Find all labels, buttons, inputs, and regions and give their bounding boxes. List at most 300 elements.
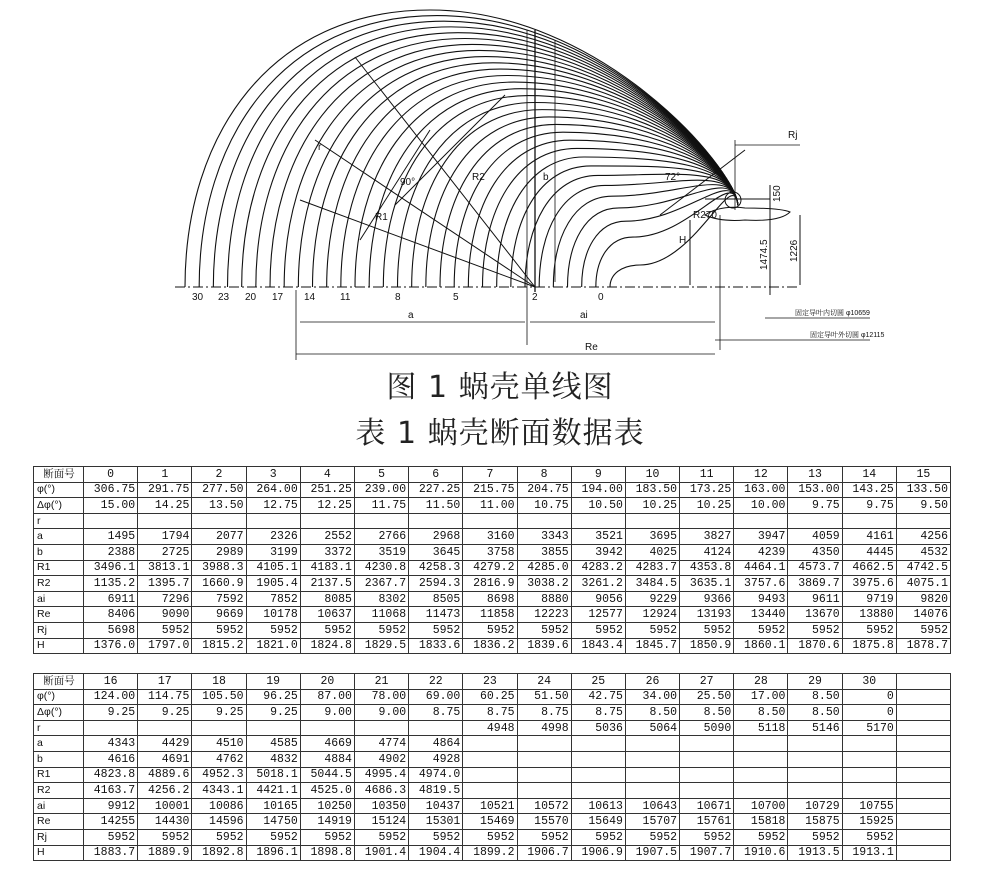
table-cell: 9912 (84, 798, 138, 814)
rj-label: Rj (788, 130, 798, 141)
section-label: 5 (453, 292, 459, 303)
table-cell (192, 513, 246, 529)
table-row (34, 576, 951, 592)
table-cell: 3758 (463, 544, 517, 560)
table-cell: 3947 (734, 529, 788, 545)
table-row (34, 845, 951, 861)
table-cell (463, 767, 517, 783)
section-number-cell: 1 (138, 467, 192, 483)
table-cell: 4124 (680, 544, 734, 560)
table-cell: 12.25 (300, 498, 354, 514)
table-cell: 4662.5 (842, 560, 896, 576)
row-label: Rj (34, 829, 84, 845)
table-cell: 4343.1 (192, 783, 246, 799)
table-cell: 14919 (300, 814, 354, 830)
table-cell: 13880 (842, 607, 896, 623)
section-number-cell: 22 (409, 674, 463, 690)
table-cell (734, 513, 788, 529)
table-caption: 表 1 蜗壳断面数据表 (355, 416, 645, 451)
section-label: 14 (304, 292, 316, 303)
dimension-lines (296, 40, 870, 354)
row-label: ai (34, 798, 84, 814)
table-cell: 10165 (246, 798, 300, 814)
table-cell: 5952 (625, 622, 679, 638)
table-cell (788, 736, 842, 752)
table-cell: 10521 (463, 798, 517, 814)
table-cell: 1883.7 (84, 845, 138, 861)
table-cell (463, 751, 517, 767)
table-row (34, 736, 951, 752)
table-header-label: 断面号 (34, 467, 84, 483)
table-cell: 3942 (571, 544, 625, 560)
table-cell: 3635.1 (680, 576, 734, 592)
table-cell: 11.50 (409, 498, 463, 514)
section-number-cell: 10 (625, 467, 679, 483)
h-label: H (679, 235, 687, 246)
table-cell: 4464.1 (734, 560, 788, 576)
table-cell: 11.75 (354, 498, 408, 514)
table-cell (896, 736, 950, 752)
table-cell: 11068 (354, 607, 408, 623)
table-cell (896, 814, 950, 830)
r2-label: R2 (472, 172, 485, 183)
table-cell (138, 720, 192, 736)
table-cell: 5952 (788, 829, 842, 845)
a-label: a (408, 310, 414, 321)
angle-72-label: 72° (665, 172, 681, 183)
table-cell: 5952 (300, 829, 354, 845)
table-cell: 5952 (463, 622, 517, 638)
row-label: R2 (34, 576, 84, 592)
table-cell (571, 767, 625, 783)
table-cell (84, 513, 138, 529)
table-cell (842, 736, 896, 752)
table-cell: 2367.7 (354, 576, 408, 592)
table-cell: 143.25 (842, 482, 896, 498)
row-label: Re (34, 814, 84, 830)
table-cell: 4075.1 (896, 576, 950, 592)
table-cell: 2137.5 (300, 576, 354, 592)
section-number-cell (896, 674, 950, 690)
table-cell: 9.00 (354, 705, 408, 721)
table-cell: 9.25 (192, 705, 246, 721)
table-cell: 3975.6 (842, 576, 896, 592)
table-cell: 1870.6 (788, 638, 842, 654)
r-label: r (318, 142, 322, 153)
section-number-cell: 15 (896, 467, 950, 483)
table-cell (571, 736, 625, 752)
table-cell: 1824.8 (300, 638, 354, 654)
table-row (34, 720, 951, 736)
section-label: 23 (218, 292, 230, 303)
section-label: 20 (245, 292, 257, 303)
table-cell: 3645 (409, 544, 463, 560)
table-cell: 7852 (246, 591, 300, 607)
table-cell: 15707 (625, 814, 679, 830)
table-cell: 3695 (625, 529, 679, 545)
table-cell: 5952 (571, 622, 625, 638)
table-cell: 5952 (842, 622, 896, 638)
table-cell (625, 751, 679, 767)
table-cell: 14255 (84, 814, 138, 830)
table-row (34, 705, 951, 721)
section-number-cell: 3 (246, 467, 300, 483)
table-cell: 1892.8 (192, 845, 246, 861)
table-cell: 12577 (571, 607, 625, 623)
table-cell: 5952 (788, 622, 842, 638)
table-cell: 1395.7 (138, 576, 192, 592)
table-cell: 133.50 (896, 482, 950, 498)
table-cell: 1833.6 (409, 638, 463, 654)
table-row (34, 829, 951, 845)
table-cell: 2968 (409, 529, 463, 545)
table-cell: 1910.6 (734, 845, 788, 861)
table-cell: 1829.5 (354, 638, 408, 654)
table-cell: 5952 (192, 829, 246, 845)
table-cell (734, 767, 788, 783)
table-cell: 2816.9 (463, 576, 517, 592)
table-cell: 15469 (463, 814, 517, 830)
table-cell: 4902 (354, 751, 408, 767)
table-cell: 4239 (734, 544, 788, 560)
r1-label: R1 (375, 212, 388, 223)
table-cell: 10.25 (625, 498, 679, 514)
table-cell: 4510 (192, 736, 246, 752)
angle-90-label: 90° (400, 177, 416, 188)
table-cell: 8880 (517, 591, 571, 607)
table-cell: 173.25 (680, 482, 734, 498)
table-cell: 4279.2 (463, 560, 517, 576)
table-cell: 8.50 (625, 705, 679, 721)
b-label: b (543, 172, 549, 183)
table-cell: 4183.1 (300, 560, 354, 576)
table-cell: 9820 (896, 591, 950, 607)
table-cell: 34.00 (625, 689, 679, 705)
table-cell: 5952 (896, 622, 950, 638)
section-label: 17 (272, 292, 284, 303)
table-cell: 8.50 (788, 689, 842, 705)
table-cell: 9611 (788, 591, 842, 607)
row-label: a (34, 529, 84, 545)
table-cell: 60.25 (463, 689, 517, 705)
table-cell: 1850.9 (680, 638, 734, 654)
table-cell: 306.75 (84, 482, 138, 498)
table-cell: 5952 (680, 829, 734, 845)
table-cell: 10643 (625, 798, 679, 814)
table-cell: 4285.0 (517, 560, 571, 576)
table-cell (896, 720, 950, 736)
table-cell (517, 736, 571, 752)
dim-1226-label: 1226 (789, 239, 800, 262)
section-number-cell: 7 (463, 467, 517, 483)
table-cell: 9.25 (138, 705, 192, 721)
table-cell: 2077 (192, 529, 246, 545)
table-cell: 12.75 (246, 498, 300, 514)
table-cell: 4421.1 (246, 783, 300, 799)
section-data-table-2 (33, 673, 951, 861)
table-cell (788, 513, 842, 529)
table-cell: 17.00 (734, 689, 788, 705)
section-arc (228, 27, 739, 287)
table-cell: 2594.3 (409, 576, 463, 592)
table-cell: 4762 (192, 751, 246, 767)
table-cell: 4163.7 (84, 783, 138, 799)
table-cell: 15.00 (84, 498, 138, 514)
section-number-cell: 0 (84, 467, 138, 483)
section-arcs (185, 10, 738, 287)
section-label: 0 (598, 292, 604, 303)
table-cell: 8.50 (788, 705, 842, 721)
table-cell: 12223 (517, 607, 571, 623)
table-cell: 4742.5 (896, 560, 950, 576)
table-cell: 3372 (300, 544, 354, 560)
table-cell: 5118 (734, 720, 788, 736)
table-row (34, 544, 951, 560)
table-row (34, 798, 951, 814)
table-cell: 8.75 (517, 705, 571, 721)
table-row (34, 638, 951, 654)
table-cell: 5952 (517, 829, 571, 845)
table-cell: 8302 (354, 591, 408, 607)
table-cell: 251.25 (300, 482, 354, 498)
table-cell: 15761 (680, 814, 734, 830)
table-cell: 2989 (192, 544, 246, 560)
section-number-cell: 18 (192, 674, 246, 690)
table-cell: 9.75 (788, 498, 842, 514)
table-cell: 4616 (84, 751, 138, 767)
section-arc (284, 50, 738, 287)
table-cell: 4059 (788, 529, 842, 545)
table-cell (409, 513, 463, 529)
table-cell: 14596 (192, 814, 246, 830)
table-cell (625, 767, 679, 783)
spiral-case-diagram (0, 0, 1000, 360)
row-label: R1 (34, 560, 84, 576)
table-cell: 5952 (409, 829, 463, 845)
row-label: R1 (34, 767, 84, 783)
section-number-cell: 29 (788, 674, 842, 690)
table-cell (680, 751, 734, 767)
table-cell: 239.00 (354, 482, 408, 498)
table-cell: 1907.7 (680, 845, 734, 861)
table-cell: 4161 (842, 529, 896, 545)
table-cell: 2766 (354, 529, 408, 545)
table-cell: 4832 (246, 751, 300, 767)
table-cell: 3038.2 (517, 576, 571, 592)
section-number-cell: 11 (680, 467, 734, 483)
section-number-cell: 5 (354, 467, 408, 483)
table-cell: 1860.1 (734, 638, 788, 654)
table-cell (517, 783, 571, 799)
table-cell: 4948 (463, 720, 517, 736)
section-number-cell: 21 (354, 674, 408, 690)
table-cell: 4819.5 (409, 783, 463, 799)
table-cell: 5170 (842, 720, 896, 736)
table-cell (192, 720, 246, 736)
section-number-cell: 9 (571, 467, 625, 483)
section-number-cell: 23 (463, 674, 517, 690)
table-cell (896, 689, 950, 705)
table-cell: 4864 (409, 736, 463, 752)
table-cell (354, 513, 408, 529)
table-cell: 5952 (463, 829, 517, 845)
table-row (34, 767, 951, 783)
table-cell: 15818 (734, 814, 788, 830)
table-cell: 1495 (84, 529, 138, 545)
table-cell (680, 513, 734, 529)
table-cell: 5952 (192, 622, 246, 638)
row-label: r (34, 513, 84, 529)
table-cell: 5952 (354, 622, 408, 638)
table-cell: 4525.0 (300, 783, 354, 799)
table-cell: 0 (842, 689, 896, 705)
table-cell: 1843.4 (571, 638, 625, 654)
section-number-cell: 24 (517, 674, 571, 690)
table-cell: 5952 (138, 622, 192, 638)
table-cell: 4353.8 (680, 560, 734, 576)
note-inner-circle: 固定导叶内切圆 φ10659 (795, 310, 870, 317)
table-cell (896, 513, 950, 529)
table-cell: 5952 (517, 622, 571, 638)
table-cell: 4256.2 (138, 783, 192, 799)
section-number-cell: 25 (571, 674, 625, 690)
table-cell: 9.25 (246, 705, 300, 721)
table-cell: 1845.7 (625, 638, 679, 654)
table-cell: 5952 (246, 622, 300, 638)
table-cell: 1878.7 (896, 638, 950, 654)
table-cell: 8505 (409, 591, 463, 607)
table-cell (896, 783, 950, 799)
table-cell: 8406 (84, 607, 138, 623)
table-cell: 9229 (625, 591, 679, 607)
table-cell: 4889.6 (138, 767, 192, 783)
table-cell: 9.75 (842, 498, 896, 514)
section-arc (568, 188, 739, 287)
section-number-cell: 2 (192, 467, 246, 483)
table-cell: 9.25 (84, 705, 138, 721)
table-cell: 3757.6 (734, 576, 788, 592)
table-cell (896, 705, 950, 721)
table-cell (896, 751, 950, 767)
table-cell: 3521 (571, 529, 625, 545)
table-cell: 13193 (680, 607, 734, 623)
section-number-cell: 13 (788, 467, 842, 483)
table-cell: 5952 (734, 622, 788, 638)
row-label: φ(°) (34, 689, 84, 705)
table-cell: 8.50 (680, 705, 734, 721)
table-cell: 1836.2 (463, 638, 517, 654)
table-cell (246, 513, 300, 529)
table-cell: 1815.2 (192, 638, 246, 654)
table-cell: 10.00 (734, 498, 788, 514)
table-row (34, 783, 951, 799)
table-row (34, 814, 951, 830)
table-cell: 1913.5 (788, 845, 842, 861)
table-cell: 4952.3 (192, 767, 246, 783)
table-cell: 4283.2 (571, 560, 625, 576)
table-cell: 0 (842, 705, 896, 721)
table-cell: 10250 (300, 798, 354, 814)
table-cell: 4258.3 (409, 560, 463, 576)
section-arc (242, 33, 738, 287)
table-cell: 3496.1 (84, 560, 138, 576)
section-data-table-1 (33, 466, 951, 654)
table-cell: 1901.4 (354, 845, 408, 861)
section-number-cell: 14 (842, 467, 896, 483)
table-cell: 114.75 (138, 689, 192, 705)
table-cell: 1907.5 (625, 845, 679, 861)
table-cell: 3261.2 (571, 576, 625, 592)
table-cell: 1797.0 (138, 638, 192, 654)
table-cell: 1906.7 (517, 845, 571, 861)
table-cell (680, 783, 734, 799)
table-cell: 15301 (409, 814, 463, 830)
table-cell: 10572 (517, 798, 571, 814)
table-cell: 4823.8 (84, 767, 138, 783)
section-label: 2 (532, 292, 538, 303)
table-cell (680, 767, 734, 783)
table-header-row (34, 674, 951, 690)
table-cell: 13440 (734, 607, 788, 623)
table-cell: 4532 (896, 544, 950, 560)
table-cell: 4774 (354, 736, 408, 752)
table-cell: 10350 (354, 798, 408, 814)
table-cell (463, 783, 517, 799)
table-cell (463, 736, 517, 752)
section-number-cell: 12 (734, 467, 788, 483)
table-cell: 8.50 (734, 705, 788, 721)
table-row (34, 513, 951, 529)
table-cell: 5952 (571, 829, 625, 845)
table-cell: 4445 (842, 544, 896, 560)
table-cell: 3519 (354, 544, 408, 560)
table-cell: 4573.7 (788, 560, 842, 576)
table-cell: 15570 (517, 814, 571, 830)
table-cell: 3199 (246, 544, 300, 560)
table-cell: 215.75 (463, 482, 517, 498)
table-cell: 204.75 (517, 482, 571, 498)
table-cell: 5064 (625, 720, 679, 736)
row-label: Re (34, 607, 84, 623)
section-number-cell: 27 (680, 674, 734, 690)
table-cell (517, 751, 571, 767)
table-cell: 4669 (300, 736, 354, 752)
table-cell (896, 845, 950, 861)
row-label: r (34, 720, 84, 736)
table-cell: 4974.0 (409, 767, 463, 783)
table-cell (463, 513, 517, 529)
table-cell (896, 767, 950, 783)
table-cell: 3869.7 (788, 576, 842, 592)
table-row (34, 498, 951, 514)
table-cell: 10437 (409, 798, 463, 814)
section-number-cell: 6 (409, 467, 463, 483)
table-row (34, 529, 951, 545)
table-cell (896, 798, 950, 814)
table-cell: 3343 (517, 529, 571, 545)
table-cell: 9090 (138, 607, 192, 623)
table-cell: 4230.8 (354, 560, 408, 576)
table-cell (842, 751, 896, 767)
table-cell: 153.00 (788, 482, 842, 498)
table-cell: 8.75 (463, 705, 517, 721)
table-cell (571, 513, 625, 529)
table-cell: 25.50 (680, 689, 734, 705)
table-cell: 96.25 (246, 689, 300, 705)
table-cell: 1794 (138, 529, 192, 545)
table-cell: 1660.9 (192, 576, 246, 592)
table-cell (625, 736, 679, 752)
